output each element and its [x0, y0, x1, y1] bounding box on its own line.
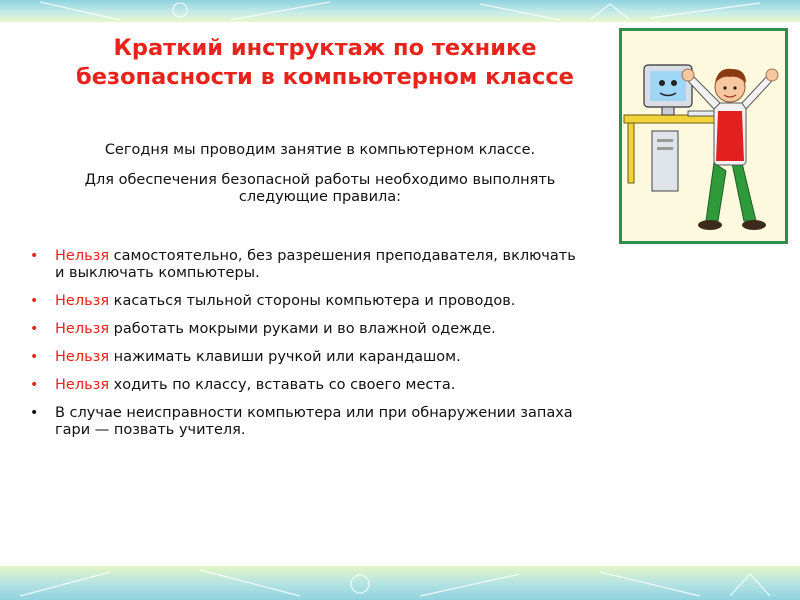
rule-item	[22, 293, 582, 310]
top-decor-band	[0, 0, 800, 22]
rules-intro-text: Для обеспечения безопасной работы необходимо выполнять следующие правила:	[84, 172, 556, 205]
safety-rules-list	[22, 248, 582, 450]
intro-text: Сегодня мы проводим занятие в компьютерном классе.	[104, 142, 536, 158]
boy-with-computer-illustration	[619, 28, 788, 244]
illustration-graphic	[622, 31, 785, 241]
rule-keyword: Нельзя	[55, 293, 110, 309]
rule-text: ходить по классу, вставать со своего места.	[109, 377, 456, 393]
rule-text: самостоятельно, без разрешения преподавателя, включать и выключать компьютеры.	[55, 248, 576, 281]
bottom-decor-band	[0, 566, 800, 600]
bullet-icon: •	[30, 377, 39, 393]
bullet-icon: •	[30, 293, 39, 309]
rule-item	[22, 349, 582, 366]
rule-text: В случае неисправности компьютера или при обнаружении запаха гари — позвать учителя.	[55, 405, 573, 438]
slide-title: Краткий инструктаж по технике безопасности в компьютерном классе	[76, 35, 574, 90]
rule-text: нажимать клавиши ручкой или карандашом.	[109, 349, 461, 365]
rule-item	[22, 405, 582, 439]
bullet-icon: •	[30, 405, 39, 421]
bullet-icon: •	[30, 248, 39, 264]
rule-keyword: Нельзя	[55, 349, 110, 365]
bullet-icon: •	[30, 321, 39, 337]
rule-text: касаться тыльной стороны компьютера и проводов.	[109, 293, 516, 309]
rule-keyword: Нельзя	[55, 248, 110, 264]
rule-text: работать мокрыми руками и во влажной одежде.	[109, 321, 496, 337]
rule-keyword: Нельзя	[55, 377, 110, 393]
rule-item	[22, 248, 582, 282]
rule-keyword: Нельзя	[55, 321, 110, 337]
bullet-icon: •	[30, 349, 39, 365]
rule-item	[22, 321, 582, 338]
rule-item	[22, 377, 582, 394]
